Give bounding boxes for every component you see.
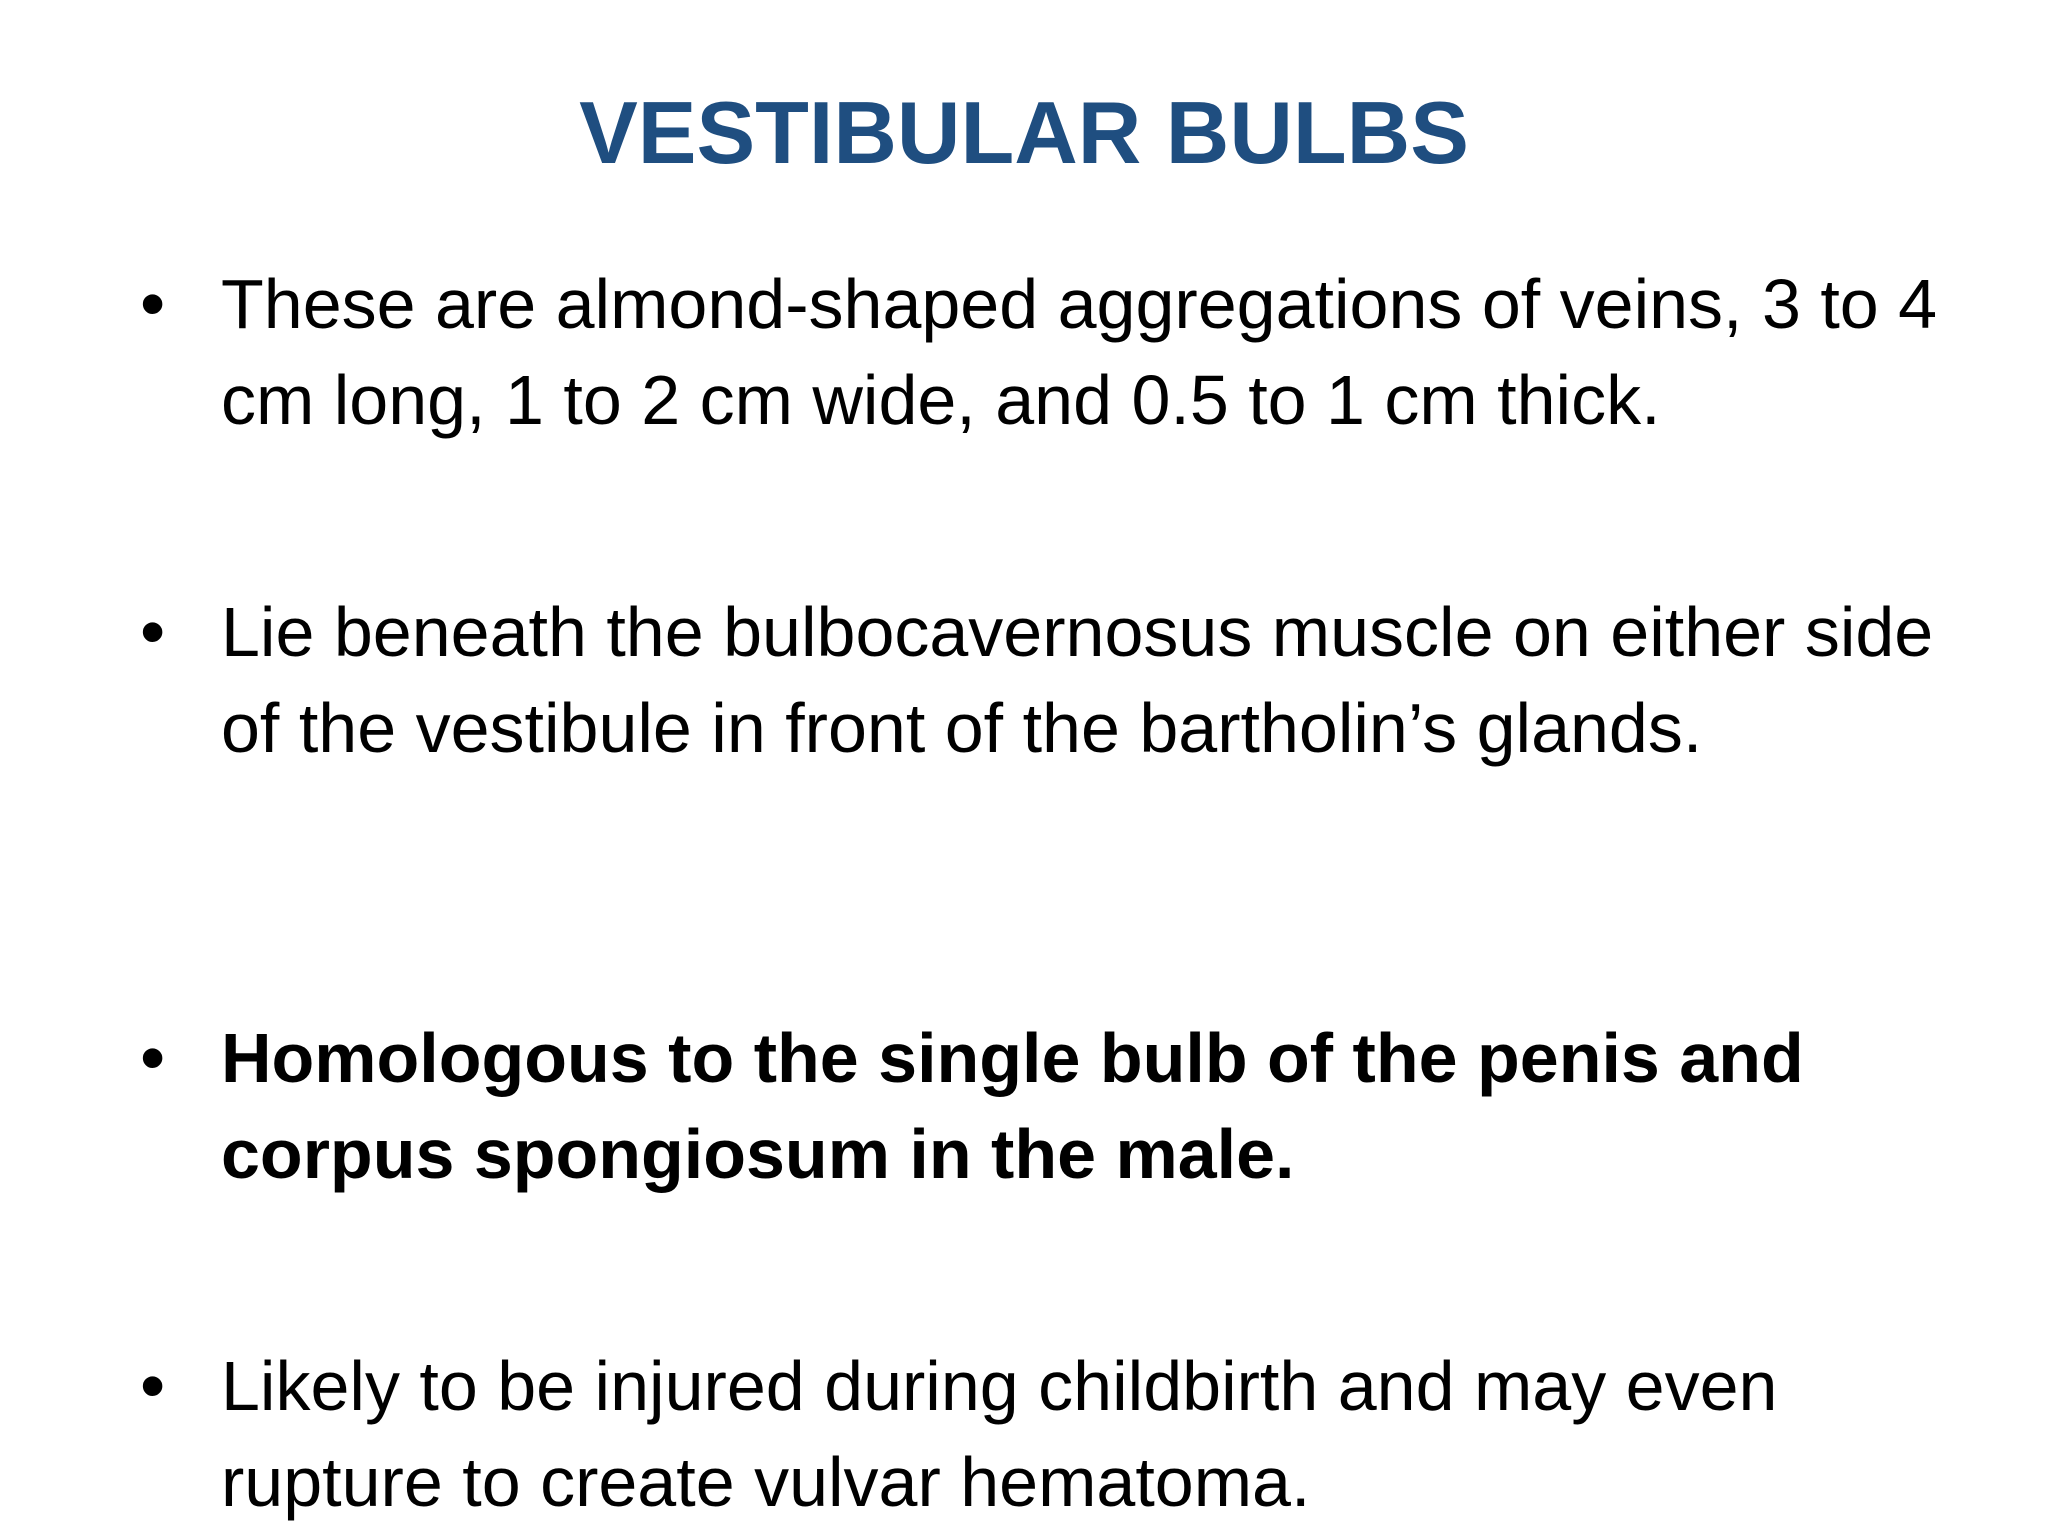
bullet-icon: • — [140, 1018, 166, 1098]
bullet-icon: • — [140, 1346, 166, 1426]
bullet-text: Likely to be injured during childbirth and may even rupture to create vulvar hematoma. — [221, 1347, 1778, 1521]
bullet-text-bold: Homologous to the single bulb of the penis and corpus spongiosum in the male. — [221, 1019, 1804, 1193]
bullet-icon: • — [140, 592, 166, 672]
bullet-text: These are almond-shaped aggregations of veins, 3 to 4 cm long, 1 to 2 cm wide, and 0.5 to 1 cm thick. — [221, 265, 1938, 439]
slide-title: VESTIBULAR BULBS — [579, 83, 1469, 182]
bullet-text: Lie beneath the bulbocavernosus muscle on either side of the vestibule in front of the bartholin’s glands. — [221, 593, 1934, 767]
bullet-icon: • — [140, 264, 166, 344]
